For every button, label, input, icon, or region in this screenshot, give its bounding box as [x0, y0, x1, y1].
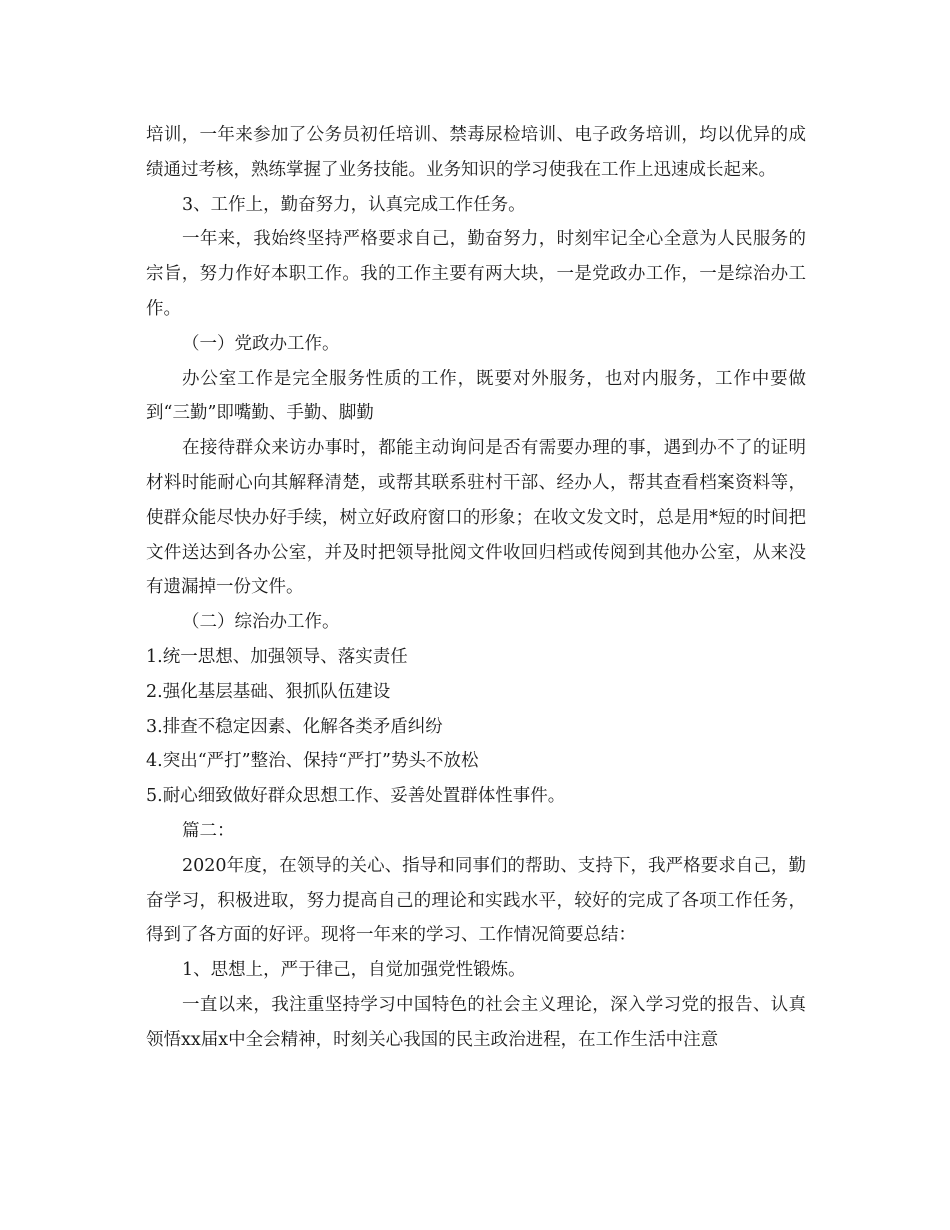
document-body	[146, 118, 806, 1058]
list-item: 4.突出“严打”整治、保持“严打”势头不放松	[146, 751, 479, 772]
paragraph-annual-intro: 2020年度，在领导的关心、指导和同事们的帮助、支持下，我严格要求自己，勤奋学习，积极进取，努力提高自己的理论和实践水平，较好的完成了各项工作任务，得到了各方面的好评。现将一年来的学习、工作情况简要总结：	[146, 855, 806, 946]
paragraph-office-service: 办公室工作是完全服务性质的工作，既要对外服务，也对内服务，工作中要做到“三勤”即嘴勤、手勤、脚勤	[146, 368, 806, 424]
list-item: 3.排查不稳定因素、化解各类矛盾纠纷	[146, 716, 443, 737]
heading-ideology: 1、思想上，严于律己，自觉加强党性锻炼。	[182, 960, 526, 981]
list-item: 5.耐心细致做好群众思想工作、妥善处置群体性事件。	[146, 786, 566, 807]
paragraph-reception: 在接待群众来访办事时，都能主动询问是否有需要办理的事，遇到办不了的证明材料时能耐心向其解释清楚，或帮其联系驻村干部、经办人，帮其查看档案资料等，使群众能尽快办好手续，树立好政府窗口的形象；在收文发文时，总是用*短的时间把文件送达到各办公室，并及时把领导批阅文件收回归档或传阅到其他办公室，从来没有遗漏掉一份文件。	[146, 438, 806, 598]
list-item: 1.统一思想、加强领导、落实责任	[146, 646, 408, 667]
subheading-comprehensive-office: （二）综治办工作。	[182, 612, 340, 633]
list-item: 2.强化基层基础、狠抓队伍建设	[146, 681, 391, 702]
section-heading-part-two: 篇二：	[182, 820, 235, 841]
paragraph-work-summary: 一年来，我始终坚持严格要求自己，勤奋努力，时刻牢记全心全意为人民服务的宗旨，努力作好本职工作。我的工作主要有两大块，一是党政办工作，一是综治办工作。	[146, 229, 806, 319]
subheading-party-office: （一）党政办工作。	[182, 333, 340, 354]
heading-work: 3、工作上，勤奋努力，认真完成工作任务。	[182, 194, 526, 215]
paragraph-training: 培训，一年来参加了公务员初任培训、禁毒尿检培训、电子政务培训，均以优异的成绩通过考核，熟练掌握了业务技能。业务知识的学习使我在工作上迅速成长起来。	[146, 125, 806, 180]
paragraph-study: 一直以来，我注重坚持学习中国特色的社会主义理论，深入学习党的报告、认真领悟xx届x中全会精神，时刻关心我国的民主政治进程，在工作生活中注意	[146, 994, 806, 1050]
